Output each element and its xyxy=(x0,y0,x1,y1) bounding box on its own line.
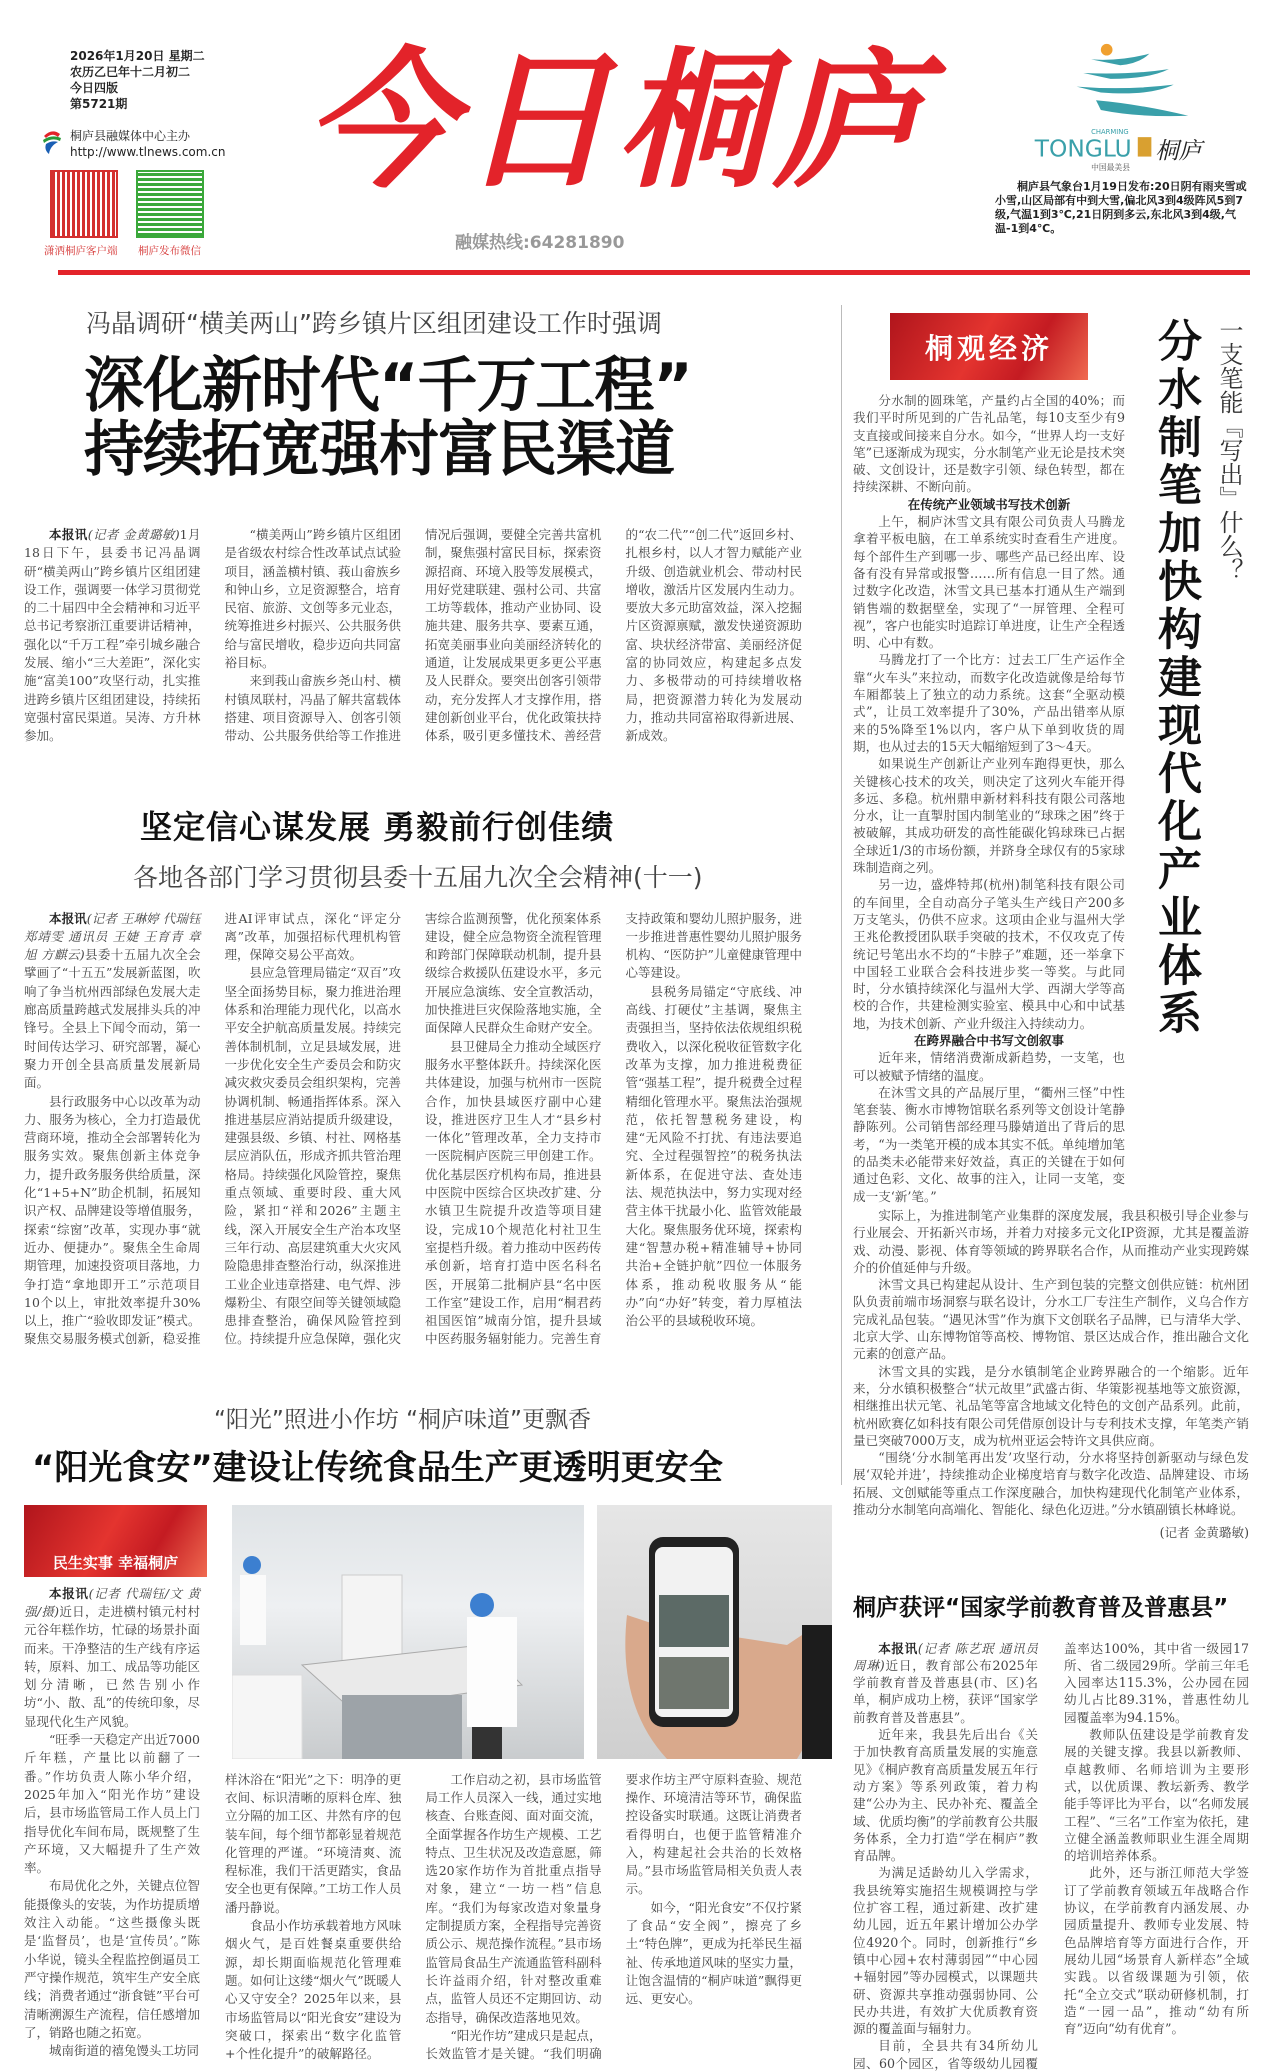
paragraph: 沐雪文具的实践，是分水镇制笔企业跨界融合的一个缩影。近年来，分水镇积极整合“状元故里”武盛古街、华策影视基地等文旅资源，相继推出状元笔、礼品笔等富含地域文化特色的文创产品系列。此前，杭州欧赛亿如科技有限公司凭借原创设计与专利技术支撑，年笔类产销量已突破7000万支，成为杭州亚运会特许文具供应商。 xyxy=(853,1363,1249,1448)
dateline: 本报讯 xyxy=(878,1640,918,1656)
article2-headline[interactable]: 坚定信心谋发展 勇毅前行创佳绩 xyxy=(140,807,615,846)
article4-byline: (记者 金黄璐敏) xyxy=(1159,1525,1249,1541)
workshop-photo xyxy=(232,1505,584,1759)
paragraph: 分水制的圆珠笔，产量约占全国的40%；而我们平时所见到的广告礼品笔，每10支至少有9支直接或间接来自分水。如今，“世界人均一支好笔”已逐渐成为现实，分水制笔产业无论是技术突破、文创设计，还是数字引领、绿色转型，都在持续深耕、不断向前。 xyxy=(853,393,1125,495)
lead-text: 1月18日下午，县委书记冯晶调研“横美两山”跨乡镇片区组团建设工作，强调要一体学习贯彻党的二十届四中全会精神和习近平总书记考察浙江重要讲话精神，强化以“千万工程”牵引城乡融合发展、缩小“三大差距”，深化实施“富美100”攻坚行动，扎实推进跨乡镇片区组团建设，持续拓宽强村富民渠道。吴涛、方升林参加。 xyxy=(24,527,201,744)
article1-headline-line1: 深化新时代“千万工程” xyxy=(84,351,692,421)
byline: (记者 代瑞钰/文 黄强/摄) xyxy=(24,1585,200,1619)
right-region xyxy=(853,305,1249,2072)
paragraph: 教师队伍建设是学前教育发展的关键支撑。我县以新教师、卓越教师、名师培训为主要形式，以优质课、教坛新秀、教学能手等评比为平台，以“名师发展工程”、“三名”工作室为依托，建立健全涵盖教师职业生涯全周期的培训培养体系。 xyxy=(1064,1727,1249,1864)
website-link[interactable]: http://www.tlnews.com.cn xyxy=(70,145,226,159)
paragraph xyxy=(24,526,201,746)
dateline: 本报讯 xyxy=(49,527,88,542)
paragraph: 马腾龙打了一个比方：过去工厂生产运作全靠“火车头”来拉动，而数字化改造就像是给每节车厢都装上了独立的动力系统。这套“全驱动模式”，让员工效率提升了30%，产品出错率从原来的5%降至1%以内，客户从下单到收货的周期，也从过去的15天大幅缩短到了3～4天。 xyxy=(853,652,1125,754)
paragraph: 近年来，我县先后出台《关于加快教育高质量发展的实施意见》《桐庐教育高质量发展五年行动方案》等系列政策，着力构建“公办为主、民办补充、覆盖全域、优质均衡”的学前教育公共服务体系，全力打造“学在桐庐”教育品牌。 xyxy=(853,1727,1038,1864)
paragraph: 工作启动之初，县市场监管局工作人员深入一线，通过实地核查、台账查阅、面对面交流，全面掌握各作坊生产规模、工艺特点、卫生状况及改造意愿，筛选20家作坊作为首批重点指导对象，建立“一坊一档”信息库。“我们为每家改造对象量身定制提质方案，全程指导完善资质公示、规范操作流程。”县市场监管局食品生产流通监管科副科长许益雨介绍，针对整改重难点，监管人员还不定期回访、动态指导，确保改造落地见效。 xyxy=(425,1771,602,2025)
article3-photos xyxy=(232,1505,832,1759)
paragraph: 城南街道的禧兔馒头工坊同 xyxy=(49,2043,200,2059)
dateline: 本报讯 xyxy=(49,1585,89,1601)
article2-subhead: 各地各部门学习贯彻县委十五届九次全会精神(十一) xyxy=(133,862,703,892)
newspaper-title-logo: 今日桐庐 xyxy=(305,33,930,209)
economy-banner xyxy=(890,313,1088,380)
article3-body-right xyxy=(225,1771,802,2064)
paragraph: 另一边，盛烨特邦(杭州)制笔科技有限公司的车间里，全自动高分子笔头生产线日产200多万支笔头，仍供不应求。这项由企业与温州大学王兆伦教授团队联手突破的技术，不仅攻克了传统记号笔出水不均的“卡脖子”难题，还一举拿下中国轻工业联合会科技进步奖一等奖。与此同时，分水镇持续深化与温州大学、西湖大学等高校的合作，共建检测实验室、模具中心和中试基地，为技术创新、产业升级注入持续动力。 xyxy=(853,877,1125,1031)
article1-kicker: 冯晶调研“横美两山”跨乡镇片区组团建设工作时强调 xyxy=(86,309,662,338)
lead-text: 县委十五届九次全会擘画了“十五五”发展新蓝图，吹响了争当杭州西部绿色发展大走廊高质量跨越式发展排头兵的冲锋号。全县上下闻令而动，第一时间传达学习、研究部署，凝心聚力开创全县高质量发展新局面。 xyxy=(24,947,201,1091)
paragraph: “横美两山”跨乡镇片区组团是省级农村综合性改革试点试验项目，涵盖横村镇、莪山畲族乡和钟山乡，立足资源整合，培育民宿、旅游、文创等多元业态，统筹推进乡村振兴、公共服务供给与富民增收，稳步迈向共同富裕目标。 xyxy=(224,527,401,671)
client-qr-code[interactable] xyxy=(52,172,116,236)
page-count: 今日四版 xyxy=(70,81,119,95)
logo-name: 桐庐 xyxy=(1155,137,1202,165)
issue-number: 第5721期 xyxy=(70,97,128,111)
paragraph xyxy=(24,910,201,1093)
host-logo-icon xyxy=(40,128,64,160)
paragraph: 如果说生产创新让产业列车跑得更快，那么关键核心技术的攻关，则决定了这列火车能开得多远、多稳。杭州鼎申新材料科技有限公司落地分水，让一直掣肘国内制笔业的“球珠之困”终于被破解，其成功研发的高性能碳化钨球珠已占据全球近1/3的市场份额，并跻身全球仅有的5家球珠制造商之列。 xyxy=(853,756,1125,876)
host-info xyxy=(70,128,225,160)
paragraph: 食品小作坊承载着地方风味烟火气，是百姓餐桌重要供给源，却长期面临规范化管理难题。如何让这缕“烟火气”既暖人心又守安全？2025年以来，县市场监管局以“阳光食安”建设为突破口，探索出“数字化监管+个性化提升”的破解路径。 xyxy=(225,1918,402,2062)
paragraph xyxy=(24,1585,200,1731)
lead-text: 近日，教育部公布2025年学前教育普及普惠县(市、区)名单，桐庐成功上榜，获评“国家学前教育普及普惠县”。 xyxy=(853,1657,1038,1725)
paragraph: 如今，“阳光食安”不仅拧紧了食品“安全阀”，擦亮了乡土“特色牌”，更成为托举民生福祉、传承地道风味的坚实力量，让饱含温情的“桐庐味道”飘得更远、更安心。 xyxy=(625,1899,802,2007)
paragraph: 目前，全县共有34所幼儿园、60个园区，省等级幼儿园覆盖率达100%，其中省一级园17所、省二级园29所。学前三年毛入园率达115.3%，公办园在园幼儿占比89.31%，普惠性幼儿园覆盖率为94.15%。 xyxy=(853,1640,1249,2071)
lunar-date: 农历乙巳年十二月初二 xyxy=(70,65,191,79)
section-subhead: 在传统产业领域书写技术创新 xyxy=(907,496,1071,512)
lead-text: 近日，走进横村镇元村村元谷年糕作坊，忙碌的场景扑面而来。干净整洁的生产线有序运转，原料、加工、成品等功能区划分清晰，已然告别小作坊“小、散、乱”的传统印象，尽显现代化生产风貌。 xyxy=(24,1603,200,1729)
article1-headline[interactable] xyxy=(84,351,802,485)
wechat-qr-code[interactable] xyxy=(138,172,202,236)
paragraph: 在沐雪文具的产品展厅里，“衢州三怪”中性笔套装、衡水市博物馆联名系列等文创设计笔静静陈列。公司销售部经理马滕婧道出了背后的思考，“为一类笔开模的成本其实不低。单纯增加笔的品类未必能带来好效益，真正的关键在于如何通过色彩、文化、故事的注入，让同一支笔，变成一支‘新’笔。” xyxy=(853,1084,1125,1204)
article1-body xyxy=(24,526,802,746)
paragraph: 此外，还与浙江师范大学签订了学前教育领域五年战略合作协议，在学前教育内涵发展、办园质量提升、教师专业发展、特色品牌培育等方面进行合作，开展幼儿园“场景育人新样态”全域实践。以省级课题为引领，依托“全立交式”联动研修机制，打造“一园一品”，推动“幼有所育”迈向“幼有优育”。 xyxy=(1064,1865,1249,2037)
byline: (记者 王琳婷 代瑞钰 郑靖雯 通讯员 王婕 王育青 章旭 方麒云) xyxy=(24,910,201,963)
paragraph: “围绕‘分水制笔再出发’攻坚行动，分水将坚持创新驱动与绿色发展‘双轮并进’，持续推动企业梯度培育与数字化改造、品牌建设、市场拓展、文创赋能等重点工作深度融合，加快构建现代化制笔产业体系，推动分水制笔向高端化、智能化、绿色化迈进。”分水镇副镇长林峰说。 xyxy=(853,1450,1249,1517)
article4-narrow-column xyxy=(853,305,1125,1205)
paragraph: 布局优化之外，关键点位智能摄像头的安装，为作坊提质增效注入动能。“这些摄像头既是‘监督员’，也是‘宣传员’。”陈小华说，镜头全程监控倒逼员工严守操作规范，筑牢生产安全底线；消费者通过“浙食链”平台可清晰溯源生产流程，信任感增加了，销路也随之拓宽。 xyxy=(24,1878,200,2040)
economy-banner-text: 桐观经济 xyxy=(924,331,1053,365)
weather-forecast: 桐庐县气象台1月19日发布:20日阴有雨夹雪或小雪,山区局部有中到大雪,偏北风3到4级阵风5到7级,气温1到3℃,21日阴到多云,东北风3到4级,气温-1到4℃。 xyxy=(995,180,1247,235)
paragraph: 县税务局锚定“守底线、冲高线、打硬仗”主基调，聚焦主责强担当，坚持依法依规组织税费收入，以深化税收征管数字化改革为支撑，加力推进税费征管“强基工程”，提升税费全过程精细化管理水平。聚焦法治强规范，依托智慧税务建设，构建“无风险不打扰、有违法要追究、全过程强智控”的税务执法新体系，在促进守法、查处违法、规范执法中，努力实现对经营主体干扰最小化、监管效能最大化。聚焦服务优环境，探索构建“智慧办税+精准辅导+协同共治+全链护航”四位一体服务体系，推动税收服务从“能办”向“办好”转变，着力厚植法治公平的县域税收环境。 xyxy=(625,983,802,1329)
article3-left-column xyxy=(24,1505,207,2064)
paragraph: 样沐浴在“阳光”之下：明净的更衣间、标识清晰的原料仓库、独立分隔的加工区、井然有序的包装车间，每个细节都彰显着规范化管理的严谨。“环境清爽、流程标准，我们干活更踏实，食品安全也更有保障。”工坊工作人员潘丹静说。 xyxy=(225,1771,402,1915)
article3-body-left xyxy=(24,1585,200,2061)
paragraph: 县应急管理局锚定“双百”攻坚全面扬势目标，聚力推进治理体系和治理能力现代化，以高水平安全护航高质量发展。持续完善体制机制，立足县域发展，进一步优化安全生产委员会和防灾减灾救灾委员会组织架构，完善协调机制、畅通指挥体系。深入推进基层应消站提质升级建设，建强县级、乡镇、村社、网格基层应消队伍，形成齐抓共管治理格局。持续强化风险管控，聚焦重点领域、重要时段、重大风险，紧扣“祥和2026”主题主线，深入开展安全生产治本攻坚三年行动、高层建筑重大火灾风险隐患排查整治行动，纵深推进工业企业违章搭建、电气焊、涉爆粉尘、有限空间等关键领域隐患排查整治，确保风险管控到位。持续提升应急保障，强化灾害综合监测预警，优化预案体系建设，健全应急物资全流程管理和跨部门保障联动机制，提升县级综合救援队伍建设水平，多元开展应急演练、安全宣教活动，加快推进巨灾保险落地实施，全面保障人民群众生命财产安全。 xyxy=(224,910,602,1347)
article4-body-wide xyxy=(853,1207,1249,1518)
article4-headline[interactable]: 分水制笔加快构建现代化产业体系 xyxy=(1150,318,1201,1038)
article3-right-area xyxy=(225,1505,832,2064)
paragraph: 上午，桐庐沐雪文具有限公司负责人马腾龙拿着平板电脑，在工单系统实时查看生产进度。每个部件生产到哪一步、哪些产品已经出库、设备有没有异常或报警……所有信息一目了然。通过数字化改造，沐雪文具已基本打通从生产端到销售端的数据壁垒，实现了“一屏管理、全程可视”，客户也能实时追踪订单进度，让生产全程透明、心中有数。 xyxy=(853,514,1125,651)
phone-monitoring-photo xyxy=(597,1505,832,1759)
article4-body-narrow xyxy=(853,392,1125,1205)
byline: (记者 金黄璐敏) xyxy=(87,527,180,542)
dateline: 本报讯 xyxy=(49,910,87,926)
column-divider xyxy=(841,305,842,1485)
issue-date: 2026年1月20日 星期二 xyxy=(70,49,205,63)
paragraph: “旺季一天稳定产出近7000斤年糕，产量比以前翻了一番。”作坊负责人陈小华介绍，2025年加入“阳光作坊”建设后，县市场监管局工作人员上门指导优化车间布局，既规整了生产环境，又大幅提升了生产效率。 xyxy=(24,1732,200,1876)
livelihood-banner-text: 民生实事 幸福桐庐 xyxy=(52,1553,179,1572)
article3-kicker: “阳光”照进小作坊 “桐庐味道”更飘香 xyxy=(214,1406,591,1433)
paragraph: 县卫健局全力推动全域医疗服务水平整体跃升。持续深化医共体建设，加强与杭州市一医院合作，加快县域医疗副中心建设，推进医疗卫生人才“县乡村一体化”管理改革，全力支持市一医院桐庐医院三甲创建工作。优化基层医疗机构布局，推进县中医院中医综合区块改扩建、分水镇卫生院提升改造等项目建设，完成10个规范化村社卫生室提档升级。着力推动中医药传承创新，培育打造中医名科名医，开展第二批桐庐县“名中医工作室”建设工作，启用“桐君药祖国医馆”城南分馆，提升县域中医药服务辐射能力。完善生育支持政策和婴幼儿照护服务，进一步推进普惠性婴幼儿照护服务机构、“医防护”儿童健康管理中心等建设。 xyxy=(425,910,802,1347)
tonglu-logo xyxy=(1030,40,1230,180)
left-region xyxy=(24,300,802,2063)
qr-right-label: 桐庐发布微信 xyxy=(138,245,201,257)
paragraph: “阳光作坊”建成只是起点，长效监管才是关键。“我们明确要求作坊主严守原料查验、规范操作、环境清洁等环节，确保监控设备实时联通。这既让消费者看得明白，也便于监管精准介入，构建起社会共治的长效格局。”县市场监管局相关负责人表示。 xyxy=(425,1771,802,2062)
logo-charming: CHARMING xyxy=(1091,128,1129,137)
byline: (记者 陈艺珉 通讯员 周琳) xyxy=(853,1640,1039,1673)
paragraph: 沐雪文具已构建起从设计、生产到包装的完整文创供应链：杭州团队负责前端市场洞察与联名设计，分水工厂专注生产制作，义乌合作方完成礼品包装。“遇见沐雪”作为旗下文创联名子品牌，已与清华大学、北京大学、山东博物馆等高校、博物馆、景区达成合作，推出融合文化元素的创意产品。 xyxy=(853,1277,1249,1362)
paragraph xyxy=(853,1640,1038,1726)
article3-content xyxy=(24,1505,832,2064)
qr-left-label: 潇洒桐庐客户端 xyxy=(44,245,118,257)
livelihood-banner xyxy=(24,1505,207,1577)
article4-top xyxy=(853,305,1249,1205)
article5-headline[interactable]: 桐庐获评“国家学前教育普及普惠县” xyxy=(853,1594,1229,1621)
header-rule xyxy=(58,270,1250,275)
article1-headline-line2: 持续拓宽强村富民渠道 xyxy=(84,415,674,485)
article3-headline[interactable]: “阳光食安”建设让传统食品生产更透明更安全 xyxy=(32,1447,723,1488)
paragraph: 来到莪山畲族乡尧山村、横村镇凤联村，冯晶了解共富载体搭建、项目资源导入、创客引领带动、公共服务供给等工作推进情况后强调，要健全完善共富机制，聚焦强村富民目标，探索资源招商、环境入股等发展模式，用好党建联建、强村公司、共富工坊等载体，推动产业协同、设施共建、服务共享、要素互通，拓宽美丽事业向美丽经济转化的通道，让发展成果更多更公平惠及人民群众。要突出创客引领带动，充分发挥人才支撑作用，搭建创新创业平台，优化政策扶持体系，吸引更多懂技术、善经营的“农二代”“创二代”返回乡村、扎根乡村，以人才智力赋能产业升级、创造就业机会、带动村民增收，激活片区发展内生动力。要放大多元助富效益，深入挖掘片区资源禀赋，激发快递资源助富、块状经济带富、美丽经济促富的协同效应，构建起多点发力、多极带动的可持续增收格局，把资源潜力转化为发展动力，推动共同富裕取得新进展、新成效。 xyxy=(224,527,802,744)
logo-tonglu: TONGLU xyxy=(1034,135,1132,163)
paragraph: 实际上，为推进制笔产业集群的深度发展，我县积极引导企业参与行业展会、开拓新兴市场，并着力对接多元文化IP资源，尤其是覆盖游戏、动漫、影视、体育等领域的跨界联名合作，从而推动产业实现跨媒介的价值延伸与升级。 xyxy=(853,1207,1249,1275)
host-name: 桐庐县融媒体中心主办 xyxy=(70,129,191,143)
paragraph: 为满足适龄幼儿入学需求，我县统筹实施招生规模调控与学位扩容工程，通过新建、改扩建幼儿园，近五年累计增加公办学位4920个。同时，创新推行“乡镇中心园+农村薄弱园”“中心园+辐射园”等办园模式，以课题共研、资源共享推动强弱协同、公民办共进，有效扩大优质教育资源的覆盖面与辐射力。 xyxy=(853,1865,1038,2037)
logo-slogan: 中国最美县 xyxy=(1091,163,1130,173)
article2-body xyxy=(24,910,802,1349)
article5-body xyxy=(853,1640,1249,2072)
paragraph: 近年来，情绪消费渐成新趋势，一支笔，也可以被赋予情绪的温度。 xyxy=(853,1050,1125,1083)
paragraph: 县行政服务中心以改革为动力、服务为核心，全力打造最优营商环境，推动全会部署转化为服务实效。聚焦创新主体竞争力，提升政务服务供给质量，深化“1+5+N”助企机制，拓展知识产权、品牌建设等增值服务，探索“综窗”改革，实现办事“就近办、便捷办”。聚焦全生命周期管理，加速投资项目落地，力争打造“拿地即开工”示范项目10个以上，审批效率提升30%以上，推广“验收即发证”模式。聚焦交易服务模式创新，稳妥推进AI评审试点，深化“评定分离”改革，加强招标代理机构管理，保障交易公平高效。 xyxy=(24,910,401,1347)
hotline: 融媒热线:64281890 xyxy=(455,233,625,253)
issue-info xyxy=(70,48,205,112)
section-subhead: 在跨界融合中书写文创叙事 xyxy=(913,1032,1064,1048)
article4-kicker: 一支笔能『写出』什么？ xyxy=(1215,318,1243,582)
